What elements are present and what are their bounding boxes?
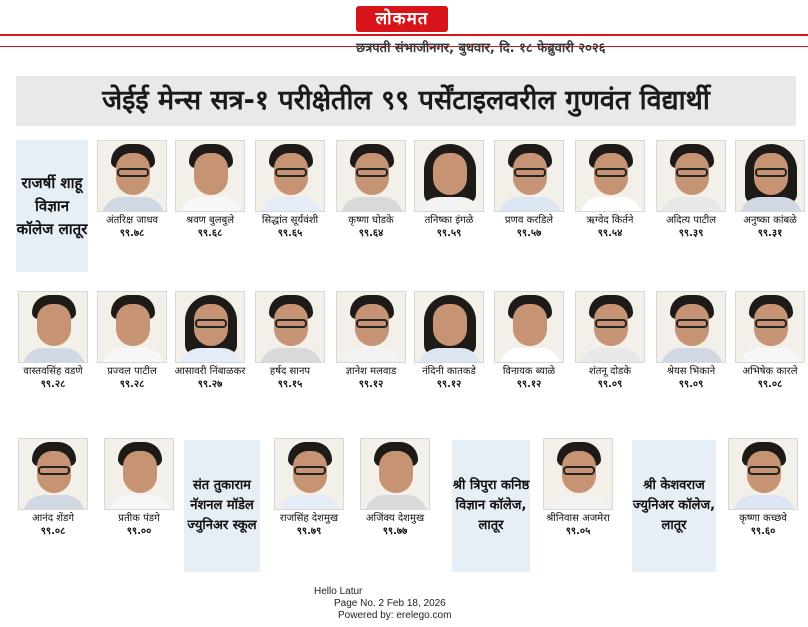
student-card <box>18 291 88 391</box>
student-card <box>175 291 245 391</box>
footer-page-info: Page No. 2 Feb 18, 2026 <box>334 598 446 609</box>
student-percentile: ९९.५४ <box>597 228 623 239</box>
dateline: छत्रपती संभाजीनगर, बुधवार, दि. १८ फेब्रुवारी २०२६ <box>356 41 606 56</box>
student-card <box>575 140 645 240</box>
college-label: संत तुकाराम नॅशनल मॉडेल ज्युनिअर स्कूल <box>187 478 257 533</box>
college-keshavraj <box>632 440 716 572</box>
student-name: सिद्धांत सूर्यवंशी <box>261 215 319 226</box>
student-card <box>494 140 564 240</box>
student-name: वास्तवसिंह वडणे <box>23 366 83 377</box>
student-card <box>414 140 484 240</box>
student-card <box>175 140 245 240</box>
student-percentile: ९९.१२ <box>436 379 462 390</box>
student-percentile: ९९.०५ <box>565 526 591 537</box>
student-card <box>104 438 174 538</box>
student-name: श्रेयस भिकाने <box>666 366 716 377</box>
footer-publication: Hello Latur <box>314 586 363 597</box>
student-percentile: ९९.६५ <box>277 228 303 239</box>
student-name: श्रवण बुलबुले <box>185 215 235 226</box>
student-card <box>656 291 726 391</box>
student-card <box>575 291 645 391</box>
student-photo <box>336 140 406 212</box>
lokmat-logo: लोकमत <box>356 6 448 32</box>
college-tripura <box>452 440 530 572</box>
student-card <box>735 291 805 391</box>
student-name: कृष्णा कच्छवे <box>739 513 787 524</box>
student-name: नंदिनी कातकडे <box>422 366 476 377</box>
student-percentile: ९९.६४ <box>358 228 384 239</box>
student-photo <box>656 291 726 363</box>
college-label: श्री केशवराज ज्युनिअर कॉलेज, लातूर <box>632 478 716 533</box>
student-photo <box>656 140 726 212</box>
student-card <box>18 438 88 538</box>
student-percentile: ९९.२८ <box>119 379 145 390</box>
student-percentile: ९९.१२ <box>358 379 384 390</box>
student-photo <box>494 291 564 363</box>
student-percentile: ९९.३१ <box>757 228 783 239</box>
student-card <box>97 291 167 391</box>
student-percentile: ९९.०० <box>126 526 152 537</box>
student-photo <box>543 438 613 510</box>
student-name: आनंद शेंडगे <box>31 513 75 524</box>
student-photo <box>414 291 484 363</box>
student-percentile: ९९.१२ <box>516 379 542 390</box>
college-label: श्री त्रिपुरा कनिष्ठ विज्ञान कॉलेज, लातूर <box>452 478 530 533</box>
student-card <box>414 291 484 391</box>
student-name: अभिषेक कारले <box>742 366 798 377</box>
student-percentile: ९९.७७ <box>382 526 408 537</box>
student-name: श्रीनिवास अजमेरा <box>546 513 610 524</box>
student-percentile: ९९.०८ <box>757 379 783 390</box>
student-card <box>656 140 726 240</box>
student-name: हर्षद सानप <box>269 366 311 377</box>
student-name: शंतनू दोडके <box>588 366 632 377</box>
student-card <box>336 140 406 240</box>
student-photo <box>274 438 344 510</box>
student-percentile: ९९.५९ <box>436 228 462 239</box>
student-percentile: ९९.०९ <box>597 379 623 390</box>
student-card <box>336 291 406 391</box>
student-percentile: ९९.७९ <box>296 526 322 537</box>
student-percentile: ९९.३९ <box>678 228 704 239</box>
student-card <box>255 291 325 391</box>
student-percentile: ९९.६० <box>750 526 776 537</box>
masthead-rule-top <box>0 34 808 36</box>
student-name: प्रतीक पंडगे <box>118 513 160 524</box>
student-name: कृष्णा घोडके <box>348 215 394 226</box>
college-sant-tukaram <box>184 440 260 572</box>
student-name: अदित्य पाटील <box>665 215 717 226</box>
student-photo <box>97 291 167 363</box>
student-photo <box>414 140 484 212</box>
page-footer <box>300 586 500 622</box>
student-photo <box>104 438 174 510</box>
student-name: अजिंक्य देशमुख <box>365 513 425 524</box>
headline-banner <box>16 76 796 126</box>
student-percentile: ९९.६८ <box>197 228 223 239</box>
student-name: ज्ञानेश मलवाड <box>345 366 397 377</box>
student-photo <box>360 438 430 510</box>
student-name: तनिष्का इंगळे <box>424 215 474 226</box>
student-card <box>543 438 613 538</box>
student-name: प्रणव करडिले <box>504 215 554 226</box>
student-card <box>494 291 564 391</box>
student-name: आसावरी निंबाळकर <box>174 366 246 377</box>
student-photo <box>97 140 167 212</box>
headline: जेईई मेन्स सत्र-१ परीक्षेतील ९९ पर्सेंटाइलवरील गुणवंत विद्यार्थी <box>102 85 710 116</box>
masthead <box>0 0 808 62</box>
student-name: प्रज्वल पाटील <box>107 366 157 377</box>
student-percentile: ९९.२७ <box>197 379 223 390</box>
student-card <box>97 140 167 240</box>
student-card <box>735 140 805 240</box>
student-photo <box>175 291 245 363</box>
student-name: अंतरिक्ष जाधव <box>105 215 159 226</box>
student-name: ऋग्वेद किर्तने <box>586 215 634 226</box>
student-photo <box>18 438 88 510</box>
student-percentile: ९९.५७ <box>516 228 542 239</box>
student-photo <box>575 291 645 363</box>
student-photo <box>255 140 325 212</box>
student-photo <box>175 140 245 212</box>
student-photo <box>735 291 805 363</box>
student-photo <box>336 291 406 363</box>
student-photo <box>494 140 564 212</box>
student-card <box>728 438 798 538</box>
student-card <box>274 438 344 538</box>
student-card <box>255 140 325 240</box>
student-name: राजसिंह देशमुख <box>279 513 339 524</box>
student-photo <box>728 438 798 510</box>
student-percentile: ९९.७८ <box>119 228 145 239</box>
student-photo <box>735 140 805 212</box>
student-name: विनायक ब्याळे <box>502 366 556 377</box>
college-rajarshi-shahu <box>16 140 88 272</box>
student-name: अनुष्का कांबळे <box>743 215 797 226</box>
footer-powered-by: Powered by: erelego.com <box>338 610 452 621</box>
student-card <box>360 438 430 538</box>
student-percentile: ९९.०९ <box>678 379 704 390</box>
college-label: राजर्षी शाहू विज्ञान कॉलेज लातूर <box>16 173 88 238</box>
student-percentile: ९९.०८ <box>40 526 66 537</box>
student-photo <box>18 291 88 363</box>
student-percentile: ९९.२८ <box>40 379 66 390</box>
student-photo <box>575 140 645 212</box>
student-photo <box>255 291 325 363</box>
student-percentile: ९९.१५ <box>277 379 303 390</box>
